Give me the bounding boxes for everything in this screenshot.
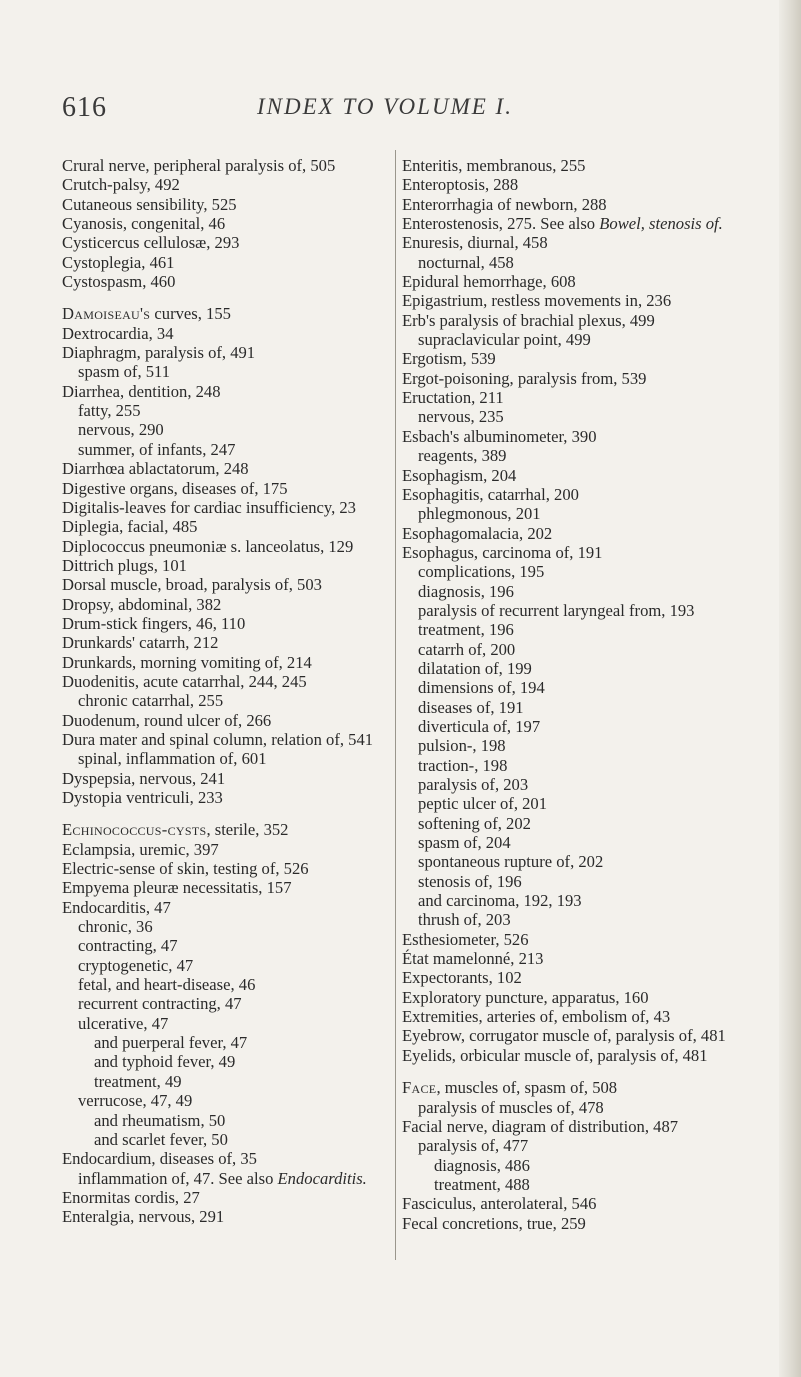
index-entry — [62, 479, 396, 498]
entry-text: Dyspepsia, nervous, 241 — [62, 768, 226, 788]
entry-text: Extremities, arteries of, embolism of, 43 — [402, 1007, 671, 1027]
entry-text: softening of, 202 — [418, 813, 531, 833]
index-entry — [402, 968, 738, 987]
index-subentry — [94, 1111, 396, 1130]
entry-text: Electric-sense of skin, testing of, 526 — [62, 859, 309, 879]
entry-text: Enterostenosis, 275. See also — [402, 214, 600, 234]
index-entry — [62, 272, 396, 291]
index-subentry — [78, 1169, 396, 1188]
entry-text: paralysis of, 477 — [418, 1136, 529, 1156]
index-entry — [402, 1007, 738, 1026]
index-entry — [62, 1188, 396, 1207]
entry-text: and puerperal fever, 47 — [94, 1033, 248, 1053]
index-entry — [402, 466, 738, 485]
entry-text: diseases of, 191 — [418, 697, 524, 717]
index-subentry — [418, 1136, 738, 1155]
entry-text: Enterorrhagia of newborn, 288 — [402, 194, 607, 214]
index-entry — [62, 233, 396, 252]
index-entry — [62, 382, 396, 401]
entry-text: reagents, 389 — [418, 446, 507, 466]
index-subentry — [94, 1052, 396, 1071]
entry-text: Diarrhœa ablactatorum, 248 — [62, 459, 249, 479]
entry-text: Enteralgia, nervous, 291 — [62, 1207, 225, 1227]
index-entry — [62, 614, 396, 633]
index-subentry — [418, 562, 738, 581]
entry-text: treatment, 488 — [434, 1174, 530, 1194]
entry-text: peptic ulcer of, 201 — [418, 794, 548, 814]
page-edge-shadow — [779, 0, 801, 1377]
index-subentry — [418, 756, 738, 775]
index-subentry — [418, 775, 738, 794]
index-entry — [402, 349, 738, 368]
index-subentry — [418, 253, 738, 272]
entry-cross-reference: Bowel, stenosis of. — [599, 214, 723, 234]
index-entry — [62, 859, 396, 878]
index-subentry — [418, 659, 738, 678]
entry-text: contracting, 47 — [78, 936, 178, 956]
entry-text: Esophagitis, catarrhal, 200 — [402, 484, 579, 504]
index-subentry — [418, 446, 738, 465]
index-subentry — [78, 362, 396, 381]
index-entry — [402, 1046, 738, 1065]
entry-text: chronic, 36 — [78, 917, 153, 937]
entry-text: cryptogenetic, 47 — [78, 955, 194, 975]
index-subentry — [78, 420, 396, 439]
entry-text: thrush of, 203 — [418, 910, 511, 930]
entry-text: diagnosis, 196 — [418, 581, 514, 601]
index-entry — [402, 291, 738, 310]
index-subentry — [418, 640, 738, 659]
index-entry — [62, 175, 396, 194]
index-entry — [402, 543, 738, 562]
entry-text: Enteritis, membranous, 255 — [402, 156, 586, 175]
page-header — [62, 92, 732, 132]
index-column-left — [62, 156, 396, 1227]
index-subentry — [78, 1091, 396, 1110]
index-subentry — [78, 749, 396, 768]
entry-text: Enteroptosis, 288 — [402, 175, 519, 195]
entry-text: curves, 155 — [150, 304, 231, 324]
entry-text: Epigastrium, restless movements in, 236 — [402, 291, 672, 311]
index-subentry — [418, 620, 738, 639]
index-entry — [62, 304, 396, 323]
entry-text: phlegmonous, 201 — [418, 504, 541, 524]
entry-text: Cyanosis, congenital, 46 — [62, 214, 226, 234]
entry-text: , muscles of, spasm of, 508 — [436, 1078, 618, 1098]
index-subentry — [78, 975, 396, 994]
entry-lead-word: Echinococcus-cysts — [62, 820, 207, 840]
index-entry — [62, 343, 396, 362]
index-subentry — [78, 936, 396, 955]
entry-text: Exploratory puncture, apparatus, 160 — [402, 987, 649, 1007]
index-entry — [402, 988, 738, 1007]
entry-text: Cutaneous sensibility, 525 — [62, 194, 237, 214]
entry-text: spasm of, 511 — [78, 362, 171, 382]
entry-text: stenosis of, 196 — [418, 871, 522, 891]
page-number: 616 — [62, 92, 107, 123]
index-entry — [62, 253, 396, 272]
index-subentry — [78, 1014, 396, 1033]
index-entry — [62, 633, 396, 652]
index-entry — [62, 1149, 396, 1168]
index-entry — [62, 1207, 396, 1226]
index-entry — [402, 233, 738, 252]
index-subentry — [418, 814, 738, 833]
entry-text: Erb's paralysis of brachial plexus, 499 — [402, 310, 655, 330]
index-entry — [402, 485, 738, 504]
entry-text: Drunkards, morning vomiting of, 214 — [62, 652, 312, 672]
entry-text: spasm of, 204 — [418, 833, 511, 853]
index-entry — [402, 949, 738, 968]
index-entry — [402, 1194, 738, 1213]
index-subentry — [418, 698, 738, 717]
index-entry — [402, 272, 738, 291]
index-entry — [62, 537, 396, 556]
index-subentry — [78, 994, 396, 1013]
entry-text: Diaphragm, paralysis of, 491 — [62, 343, 256, 363]
entry-text: fatty, 255 — [78, 401, 141, 421]
entry-text: paralysis of muscles of, 478 — [418, 1097, 604, 1117]
index-subentry — [418, 833, 738, 852]
index-subentry — [78, 440, 396, 459]
entry-text: complications, 195 — [418, 562, 545, 582]
index-subentry — [78, 401, 396, 420]
index-entry — [62, 575, 396, 594]
entry-text: spinal, inflammation of, 601 — [78, 749, 267, 769]
entry-text: summer, of infants, 247 — [78, 439, 236, 459]
index-entry — [62, 672, 396, 691]
entry-text: chronic catarrhal, 255 — [78, 691, 224, 711]
entry-text: Diplegia, facial, 485 — [62, 517, 198, 537]
entry-text: Expectorants, 102 — [402, 968, 522, 988]
index-subentry — [94, 1130, 396, 1149]
entry-text: Cysticercus cellulosæ, 293 — [62, 233, 240, 253]
index-subentry — [418, 601, 738, 620]
entry-text: Duodenitis, acute catarrhal, 244, 245 — [62, 671, 307, 691]
entry-text: Eructation, 211 — [402, 388, 504, 408]
index-entry — [62, 878, 396, 897]
index-subentry — [418, 582, 738, 601]
entry-text: dilatation of, 199 — [418, 658, 532, 678]
index-entry — [402, 1214, 738, 1233]
entry-text: fetal, and heart-disease, 46 — [78, 975, 256, 995]
index-entry — [62, 840, 396, 859]
index-entry — [62, 214, 396, 233]
index-subentry — [418, 852, 738, 871]
index-entry — [402, 388, 738, 407]
entry-text: Crutch-palsy, 492 — [62, 175, 180, 195]
entry-text: Esthesiometer, 526 — [402, 929, 529, 949]
entry-cross-reference: Endocarditis. — [277, 1168, 367, 1188]
entry-text: inflammation of, 47. See also — [78, 1168, 278, 1188]
entry-text: Enuresis, diurnal, 458 — [402, 233, 548, 253]
entry-text: Digestive organs, diseases of, 175 — [62, 478, 288, 498]
entry-text: paralysis of, 203 — [418, 775, 529, 794]
index-entry — [62, 459, 396, 478]
index-subentry — [418, 910, 738, 929]
entry-text: dimensions of, 194 — [418, 678, 545, 698]
entry-text: spontaneous rupture of, 202 — [418, 852, 604, 872]
entry-text: Cystospasm, 460 — [62, 272, 176, 292]
entry-text: Esbach's albuminometer, 390 — [402, 426, 597, 446]
entry-text: and scarlet fever, 50 — [94, 1129, 228, 1149]
index-entry — [402, 1117, 738, 1136]
index-entry — [402, 195, 738, 214]
entry-text: Eclampsia, uremic, 397 — [62, 839, 219, 859]
entry-text: Esophagomalacia, 202 — [402, 523, 553, 543]
index-subentry — [418, 717, 738, 736]
entry-text: Endocarditis, 47 — [62, 897, 171, 917]
index-entry — [62, 195, 396, 214]
entry-text: Dextrocardia, 34 — [62, 323, 174, 343]
index-entry — [62, 556, 396, 575]
entry-text: Dropsy, abdominal, 382 — [62, 594, 222, 614]
index-entry — [402, 369, 738, 388]
entry-text: État mamelonné, 213 — [402, 949, 544, 969]
entry-text: ulcerative, 47 — [78, 1013, 169, 1033]
entry-text: treatment, 49 — [94, 1071, 182, 1091]
index-entry — [62, 730, 396, 749]
entry-text: and rheumatism, 50 — [94, 1110, 226, 1130]
entry-text: and carcinoma, 192, 193 — [418, 891, 582, 911]
entry-text: verrucose, 47, 49 — [78, 1091, 193, 1111]
index-subentry — [78, 691, 396, 710]
entry-text: Cystoplegia, 461 — [62, 252, 175, 272]
index-entry — [402, 524, 738, 543]
index-subentry — [418, 736, 738, 755]
index-subentry — [94, 1033, 396, 1052]
index-entry — [62, 324, 396, 343]
entry-text: Dystopia ventriculi, 233 — [62, 788, 223, 807]
index-entry — [402, 1026, 738, 1045]
entry-text: and typhoid fever, 49 — [94, 1052, 236, 1072]
index-subentry — [78, 917, 396, 936]
index-subentry — [434, 1156, 738, 1175]
entry-text: Diarrhea, dentition, 248 — [62, 381, 221, 401]
index-entry — [62, 517, 396, 536]
entry-text: nocturnal, 458 — [418, 252, 514, 272]
index-entry — [402, 175, 738, 194]
running-title: INDEX TO VOLUME I. — [257, 94, 513, 119]
index-entry — [402, 1078, 738, 1097]
entry-text: nervous, 290 — [78, 420, 164, 440]
entry-text: catarrh of, 200 — [418, 639, 516, 659]
index-subentry — [94, 1072, 396, 1091]
index-subentry — [418, 891, 738, 910]
entry-text: Enormitas cordis, 27 — [62, 1187, 200, 1207]
entry-text: paralysis of recurrent laryngeal from, 193 — [418, 600, 695, 620]
index-subentry — [78, 956, 396, 975]
index-entry — [62, 788, 396, 807]
index-subentry — [418, 407, 738, 426]
entry-lead-word: Damoiseau's — [62, 304, 151, 324]
index-subentry — [418, 1098, 738, 1117]
entry-text: traction-, 198 — [418, 755, 508, 775]
index-entry — [62, 498, 396, 517]
entry-text: Diplococcus pneumoniæ s. lanceolatus, 129 — [62, 536, 354, 556]
entry-text: , sterile, 352 — [206, 820, 289, 840]
index-entry — [402, 930, 738, 949]
index-subentry — [418, 330, 738, 349]
entry-text: Esophagus, carcinoma of, 191 — [402, 542, 603, 562]
entry-text: Epidural hemorrhage, 608 — [402, 272, 576, 292]
entry-text: Drum-stick fingers, 46, 110 — [62, 613, 246, 633]
entry-text: Ergot-poisoning, paralysis from, 539 — [402, 368, 647, 388]
entry-text: Esophagism, 204 — [402, 465, 517, 485]
index-entry — [62, 820, 396, 839]
entry-text: supraclavicular point, 499 — [418, 330, 591, 350]
entry-text: recurrent contracting, 47 — [78, 994, 242, 1014]
index-subentry — [418, 872, 738, 891]
entry-text: Empyema pleuræ necessitatis, 157 — [62, 878, 292, 898]
entry-lead-word: Face — [402, 1078, 437, 1098]
index-entry — [402, 311, 738, 330]
entry-text: Facial nerve, diagram of distribution, 487 — [402, 1116, 679, 1136]
entry-text: diverticula of, 197 — [418, 716, 541, 736]
entry-text: Eyebrow, corrugator muscle of, paralysis of, 481 — [402, 1026, 726, 1046]
entry-text: Digitalis-leaves for cardiac insufficiency, 23 — [62, 497, 356, 517]
entry-text: Endocardium, diseases of, 35 — [62, 1149, 257, 1169]
index-subentry — [418, 678, 738, 697]
entry-text: Drunkards' catarrh, 212 — [62, 633, 219, 653]
entry-text: Fecal concretions, true, 259 — [402, 1213, 586, 1233]
entry-text: pulsion-, 198 — [418, 736, 506, 756]
index-entry — [62, 769, 396, 788]
index-entry — [62, 898, 396, 917]
entry-text: Fasciculus, anterolateral, 546 — [402, 1194, 597, 1214]
index-subentry — [418, 504, 738, 523]
index-entry — [62, 711, 396, 730]
entry-text: diagnosis, 486 — [434, 1155, 530, 1175]
index-entry — [402, 427, 738, 446]
entry-text: Eyelids, orbicular muscle of, paralysis of, 481 — [402, 1045, 708, 1065]
index-entry — [402, 156, 738, 175]
index-entry — [402, 214, 738, 233]
index-entry — [62, 595, 396, 614]
entry-text: Dorsal muscle, broad, paralysis of, 503 — [62, 575, 322, 595]
index-subentry — [418, 794, 738, 813]
entry-text: nervous, 235 — [418, 407, 504, 427]
entry-text: Dittrich plugs, 101 — [62, 555, 187, 575]
entry-text: Dura mater and spinal column, relation of, 541 — [62, 729, 374, 749]
entry-text: Ergotism, 539 — [402, 349, 496, 369]
entry-text: Duodenum, round ulcer of, 266 — [62, 710, 272, 730]
index-column-right — [402, 156, 738, 1233]
entry-text: treatment, 196 — [418, 620, 514, 640]
index-subentry — [434, 1175, 738, 1194]
index-entry — [62, 156, 396, 175]
index-entry — [62, 653, 396, 672]
entry-text: Crural nerve, peripheral paralysis of, 505 — [62, 156, 336, 175]
